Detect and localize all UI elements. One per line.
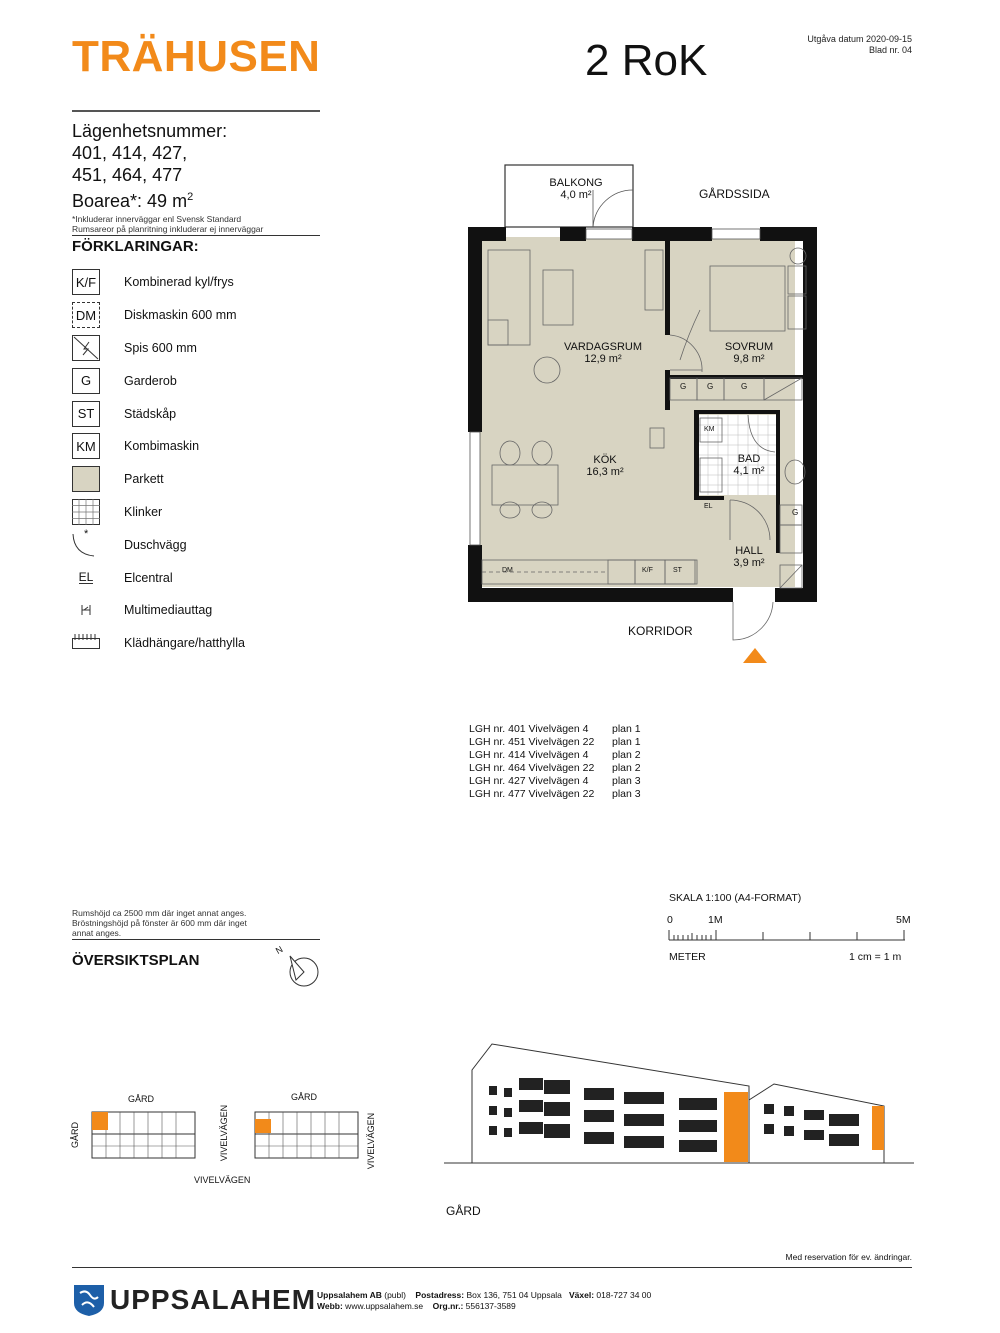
- gard-label: GÅRD: [291, 1092, 318, 1102]
- shower-symbol: *: [84, 527, 89, 540]
- scale-ratio: 1 cm = 1 m: [849, 951, 902, 963]
- issue-date: Utgåva datum 2020-09-15: [807, 34, 912, 44]
- parquet-swatch-icon: [72, 466, 100, 492]
- floor-plan: [440, 160, 840, 670]
- highlight-facade: [872, 1106, 884, 1150]
- area-label: Boarea*: 49 m: [72, 191, 188, 211]
- bedroom-area: 9,8 m²: [733, 353, 765, 365]
- apartment-type: 2 RoK: [585, 36, 708, 85]
- legend-label: Garderob: [124, 373, 177, 388]
- area: [72, 186, 227, 212]
- el-tag: EL: [704, 503, 713, 510]
- bedroom-label: [710, 341, 788, 365]
- divider: [72, 110, 320, 112]
- legend: [72, 266, 245, 660]
- height-line1: Rumshöjd ca 2500 mm där inget annat anges.: [72, 908, 247, 918]
- bath-name: BAD: [737, 453, 761, 465]
- legend-title: FÖRKLARINGAR:: [72, 238, 199, 255]
- balcony-label: [535, 177, 617, 201]
- highlight-apartment: [92, 1112, 108, 1130]
- legend-label: Elcentral: [124, 570, 173, 585]
- overview-title: ÖVERSIKTSPLAN: [72, 952, 200, 969]
- note-line2: Rumsareor på planritning inkluderar ej innerväggar: [72, 224, 264, 234]
- fridge-freezer-icon: K/F: [72, 269, 100, 295]
- gard-label: GÅRD: [70, 1121, 81, 1149]
- address-row: LGH nr. 451 Vivelvägen 22 plan 1: [469, 736, 641, 748]
- numbers-line2: 451, 464, 477: [72, 165, 183, 185]
- legend-label: Duschvägg: [124, 537, 187, 552]
- balcony-name: BALKONG: [549, 177, 603, 189]
- legend-label: Multimediauttag: [124, 603, 213, 618]
- hall-area: 3,9 m²: [733, 557, 765, 569]
- uppsalahem-logo-icon: [72, 1283, 106, 1317]
- note-line1: *Inkluderar innerväggar enl Svensk Standard: [72, 214, 242, 224]
- washer-tag: KM: [704, 426, 715, 433]
- legend-item: [72, 430, 245, 463]
- scale-one: 1M: [708, 914, 723, 926]
- divider: [72, 235, 320, 236]
- kitchen-name: KÖK: [593, 454, 617, 466]
- legend-item: [72, 364, 245, 397]
- legend-label: Diskmaskin 600 mm: [124, 308, 237, 323]
- number-label: Lägenhetsnummer:: [72, 121, 228, 141]
- wardrobe-tag: G: [680, 382, 687, 391]
- sheet-number: Blad nr. 04: [868, 45, 912, 55]
- height-line2: Bröstningshöjd på fönster är 600 mm där inget: [72, 918, 247, 928]
- highlight-facade: [724, 1092, 748, 1162]
- shower-wall-icon: [72, 527, 100, 558]
- brand-title: TRÄHUSEN: [72, 32, 321, 81]
- kitchen-label: [570, 454, 640, 478]
- bath-area: 4,1 m²: [733, 465, 765, 477]
- legend-label: Parkett: [124, 472, 164, 487]
- kitchen-area: 16,3 m²: [586, 466, 624, 478]
- address-list: [469, 723, 641, 801]
- scale-bar: [668, 928, 908, 942]
- scale-title: SKALA 1:100 (A4-FORMAT): [669, 892, 802, 904]
- street-label: VIVELVÄGEN: [366, 1112, 377, 1170]
- legend-item: [72, 332, 245, 365]
- address-row: LGH nr. 427 Vivelvägen 4 plan 3: [469, 775, 641, 787]
- fridge-tag: K/F: [642, 567, 653, 574]
- wardrobe-tag: G: [741, 382, 748, 391]
- wardrobe-icon: G: [72, 368, 100, 394]
- footer-divider: [72, 1267, 912, 1268]
- entrance-marker: [743, 648, 767, 663]
- street-label: VIVELVÄGEN: [219, 1104, 230, 1162]
- apartment-info: [72, 120, 227, 212]
- bath-label: [722, 453, 776, 477]
- company-info-line2: Webb: www.uppsalahem.se Org.nr.: 556137-3589: [317, 1301, 516, 1311]
- height-line3: annat anges.: [72, 928, 122, 938]
- legend-label: Kombinerad kyl/frys: [124, 275, 234, 290]
- courtyard-side-label: GÅRDSSIDA: [699, 187, 770, 201]
- company-info-line1: Uppsalahem AB (publ) Postadress: Box 136, 751 04 Uppsala Växel: 018-727 34 00: [317, 1290, 652, 1300]
- legend-item: [72, 299, 245, 332]
- washer-dryer-icon: KM: [72, 433, 100, 459]
- legend-label: Kombimaskin: [124, 439, 200, 454]
- scale-unit: METER: [669, 951, 706, 963]
- wardrobe-tag: G: [707, 382, 714, 391]
- address-row: LGH nr. 401 Vivelvägen 4 plan 1: [469, 723, 641, 735]
- divider: [72, 939, 320, 940]
- cleaning-tag: ST: [673, 567, 682, 574]
- tile-swatch-icon: [72, 499, 100, 525]
- legend-item: [72, 561, 245, 594]
- legend-item: [72, 496, 245, 529]
- scale-five: 5M: [896, 914, 911, 926]
- living-room-label: [553, 341, 653, 365]
- reservation-note: Med reservation för ev. ändringar.: [785, 1252, 912, 1262]
- bedroom-name: SOVRUM: [724, 341, 774, 353]
- hall-name: HALL: [735, 545, 763, 557]
- height-note: [72, 908, 247, 938]
- balcony-area: 4,0 m²: [560, 189, 592, 201]
- legend-item: [72, 463, 245, 496]
- building-elevation: [444, 1040, 916, 1170]
- north-arrow-icon: [284, 952, 324, 992]
- address-row: LGH nr. 464 Vivelvägen 22 plan 2: [469, 762, 641, 774]
- north-label: N: [273, 944, 285, 956]
- address-row: LGH nr. 414 Vivelvägen 4 plan 2: [469, 749, 641, 761]
- dishwasher-tag: DM: [502, 567, 513, 574]
- legend-label: Spis 600 mm: [124, 340, 197, 355]
- legend-label: Klädhängare/hatthylla: [124, 636, 245, 651]
- company-name: UPPSALAHEM: [110, 1284, 317, 1315]
- area-sup: 2: [187, 191, 194, 203]
- living-area: 12,9 m²: [584, 353, 622, 365]
- legend-item: [72, 266, 245, 299]
- stove-icon: [72, 335, 100, 361]
- dishwasher-icon: DM: [72, 302, 100, 328]
- gard-label: GÅRD: [128, 1094, 155, 1104]
- highlight-apartment: [255, 1119, 271, 1133]
- hall-label: [722, 545, 776, 569]
- electric-panel-icon: [72, 565, 100, 591]
- multimedia-outlet-icon: [72, 597, 100, 623]
- legend-item: [72, 594, 245, 627]
- coat-rack-icon: [72, 630, 100, 656]
- el-symbol: EL: [78, 570, 94, 585]
- gard-elevation-label: GÅRD: [446, 1204, 481, 1218]
- corridor-label: KORRIDOR: [628, 624, 693, 638]
- address-row: LGH nr. 477 Vivelvägen 22 plan 3: [469, 788, 641, 800]
- legend-item: [72, 627, 245, 660]
- wardrobe-tag: G: [792, 508, 799, 517]
- numbers-line1: 401, 414, 427,: [72, 143, 188, 163]
- legend-item: [72, 397, 245, 430]
- street-label: VIVELVÄGEN: [194, 1175, 251, 1185]
- company-info: [317, 1290, 651, 1312]
- scale-zero: 0: [667, 914, 673, 926]
- legend-label: Städskåp: [124, 406, 177, 421]
- area-note: [72, 214, 263, 234]
- legend-item: [72, 528, 245, 561]
- cleaning-cabinet-icon: ST: [72, 401, 100, 427]
- living-name: VARDAGSRUM: [563, 341, 643, 353]
- legend-label: Klinker: [124, 504, 163, 519]
- issue-info: [807, 34, 912, 56]
